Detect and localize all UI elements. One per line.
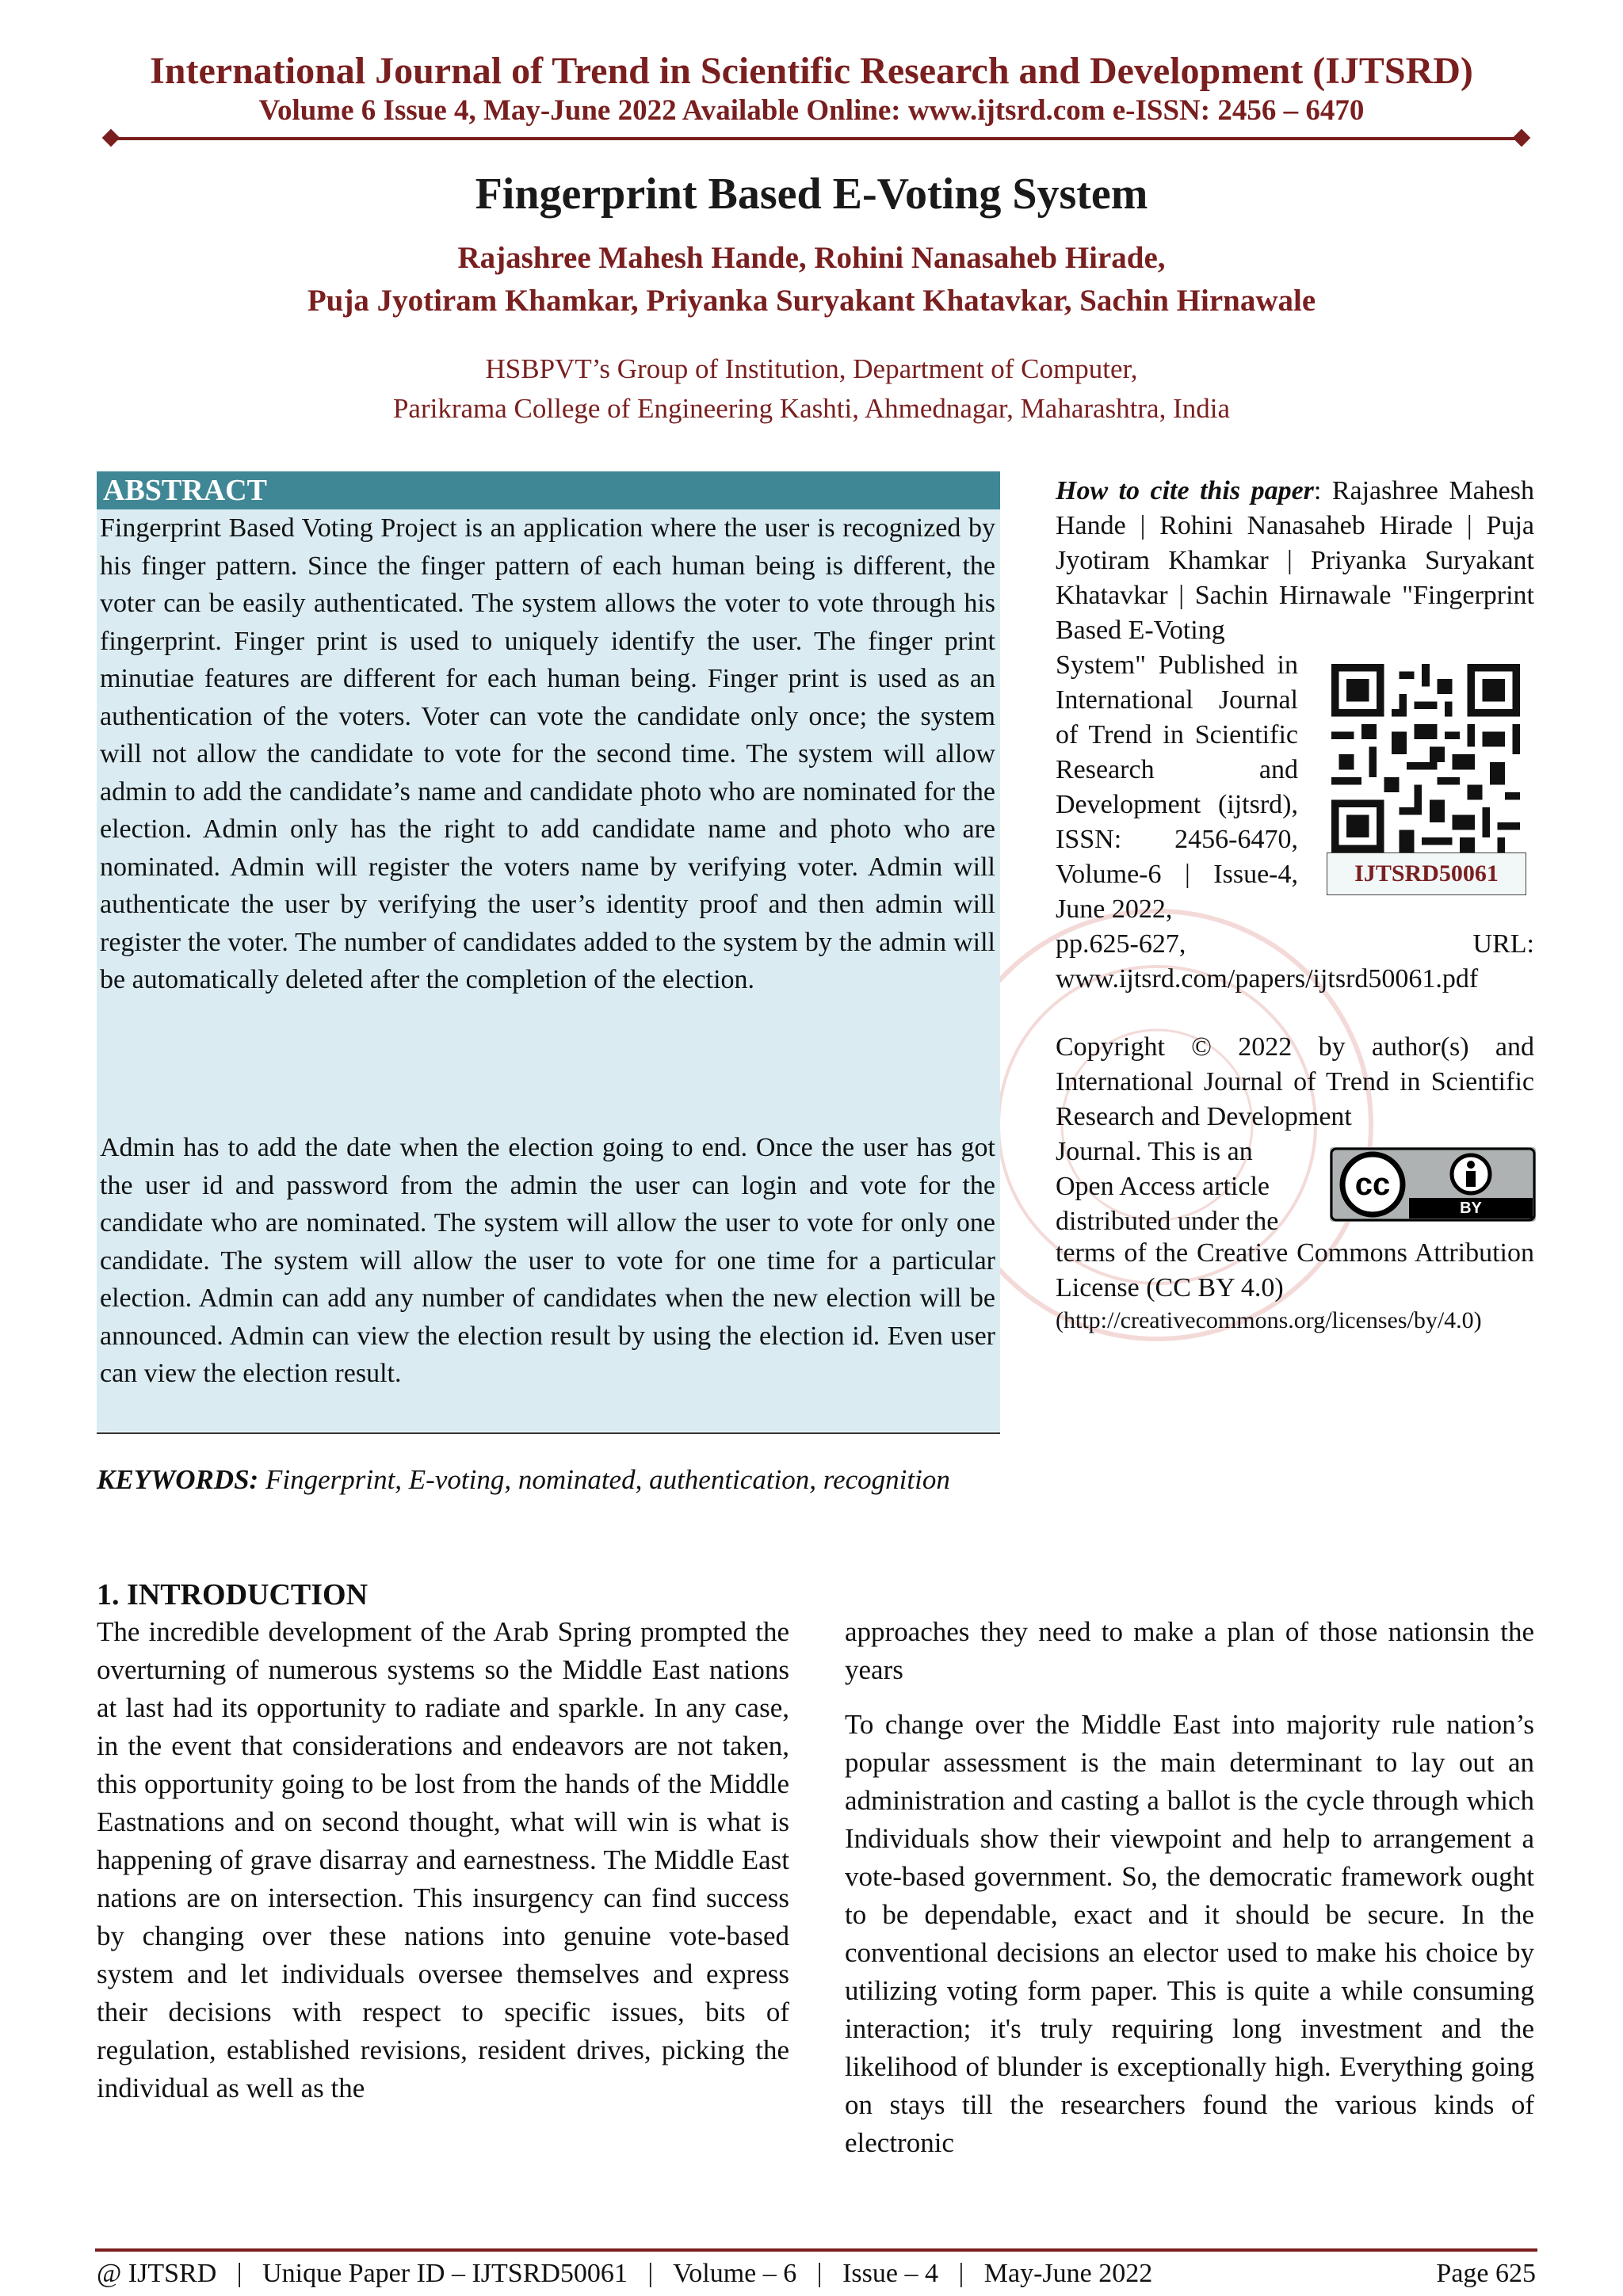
citation-text-top: : Rajashree Mahesh Hande | Rohini Nanasaheb Hirade | Puja Jyotiram Khamkar | Priyanka Suryakant Khatavkar | Sachin Hirnawale "Fingerprint Based E-Voting xyxy=(1056,476,1534,645)
rule-diamond-left xyxy=(102,129,120,147)
copyright-url: (http://creativecommons.org/licenses/by/4.0) xyxy=(1056,1307,1482,1333)
section-heading-introduction: 1. INTRODUCTION xyxy=(97,1578,369,1611)
abstract-paragraph-1: Fingerprint Based Voting Project is an application where the user is recognized by his finger pattern. Since the finger pattern of each human being is different, the voter can be easily authenticated. The system allows the voter to vote through his fingerprint. Finger print is used to uniquely identify the user. The finger print minutiae features are different for each human being. Finger print is used as an authentication of the voters. Voter can vote the candidate only once; the system will not allow the candidate to vote for the second time. The system will allow admin to add the candidate’s name and candidate photo who are nominated for the election. Admin only has the right to add candidate name and photo who are nominated. Admin will register the voters name by verifying voter. Admin will authenticate the user by verifying the user’s identity proof and then admin will register the voter. The number of candidates added to the system by the admin will be automatically deleted after the completion of the election. xyxy=(100,513,995,994)
citation-label: How to cite this paper xyxy=(1056,476,1314,505)
intro-column-2-paragraph-1: approaches they need to make a plan of those nationsin the years xyxy=(845,1616,1534,1685)
abstract-box xyxy=(97,471,1000,1432)
citation-top xyxy=(1056,474,1534,648)
rule-diamond-right xyxy=(1513,129,1531,147)
citation-text-bottom: pp.625-627, URL: www.ijtsrd.com/papers/ijtsrd50061.pdf xyxy=(1056,929,1534,994)
paper-id-badge: IJTSRD50061 xyxy=(1327,852,1526,895)
abstract-paragraph-2: Admin has to add the date when the election going to end. Once the user has got the user id and password from the admin the user can login and vote for the candidate who are nominated. The system will allow the user to vote for only one candidate. The system will allow the user to vote for one time for a particular election. Admin can add any number of candidates when the new election will be announced. Admin can view the election result by using the election id. Even user can view the election result. xyxy=(100,1133,995,1388)
keywords-label: KEYWORDS: xyxy=(97,1464,259,1495)
abstract-heading: ABSTRACT xyxy=(97,471,1000,509)
intro-column-2-paragraph-2: To change over the Middle East into majority rule nation’s popular assessment is the main determinant to lay out an administration and casting a ballot is the cycle through which Individuals show their viewpoint and help to arrangement a vote-based government. So, the democratic framework ought to be dependable, exact and it should be secure. In the conventional decisions an elector used to make his choice by utilizing voting form paper. This is quite a while consuming interaction; it's truly requiring long investment and the likelihood of blunder is exceptionally high. Everything going on stays till the researchers found the various kinds of electronic xyxy=(845,1709,1534,2158)
cc-by-license-icon xyxy=(1330,1147,1536,1222)
abstract-bottom-rule xyxy=(97,1432,1000,1434)
footer-rule xyxy=(95,2248,1537,2252)
journal-title: International Journal of Trend in Scientific Research and Development (IJTSRD) xyxy=(150,50,1473,92)
page-number: Page 625 xyxy=(1436,2259,1536,2288)
qr-code-icon xyxy=(1331,664,1520,852)
footer-info: @ IJTSRD | Unique Paper ID – IJTSRD50061 | Volume – 6 | Issue – 4 | May-June 2022 xyxy=(97,2259,1153,2288)
authors-line-2: Puja Jyotiram Khamkar, Priyanka Suryakant Khatavkar, Sachin Hirnawale xyxy=(307,284,1316,318)
journal-subtitle: Volume 6 Issue 4, May-June 2022 Available Online: www.ijtsrd.com e-ISSN: 2456 – 6470 xyxy=(258,94,1365,127)
intro-column-1: The incredible development of the Arab Spring prompted the overturning of numerous systems so the Middle East nations at last had its opportunity to radiate and sparkle. In any case, in the event that considerations and endeavors are not taken, this opportunity going to be lost from the hands of the Middle Eastnations and on second thought, what will win is what is happening of grave disarray and earnestness. The Middle East nations are on intersection. This insurgency can find success by changing over these nations into genuine vote-based system and let individuals oversee themselves and express their decisions with respect to specific issues, bits of regulation, established revisions, resident drives, picking the individual as well as the xyxy=(97,1616,789,2103)
authors-line-1: Rajashree Mahesh Hande, Rohini Nanasaheb Hirade, xyxy=(457,241,1166,275)
copyright-text-top: Copyright © 2022 by author(s) and International Journal of Trend in Scientific Research and Development xyxy=(1056,1032,1534,1131)
header-rule xyxy=(111,137,1522,140)
keywords xyxy=(97,1461,1000,1499)
copyright-text-bottom: terms of the Creative Commons Attribution License (CC BY 4.0) xyxy=(1056,1238,1534,1302)
by-label: BY xyxy=(1460,1199,1482,1217)
affiliation-line-1: HSBPVT’s Group of Institution, Department of Computer, xyxy=(485,353,1138,384)
copyright-text-side: Journal. This is an Open Access article distributed under the xyxy=(1056,1137,1279,1236)
affiliation-line-2: Parikrama College of Engineering Kashti, Ahmednagar, Maharashtra, India xyxy=(392,393,1231,424)
paper-title: Fingerprint Based E-Voting System xyxy=(475,170,1148,219)
cc-label: cc xyxy=(1354,1167,1391,1202)
citation-text-side: System" Published in International Journal of Trend in Scientific Research and Development (ijtsrd), ISSN: 2456-6470, Volume-6 | Issue-4, June 2022, xyxy=(1056,650,1298,924)
keywords-text: Fingerprint, E-voting, nominated, authentication, recognition xyxy=(265,1464,950,1495)
